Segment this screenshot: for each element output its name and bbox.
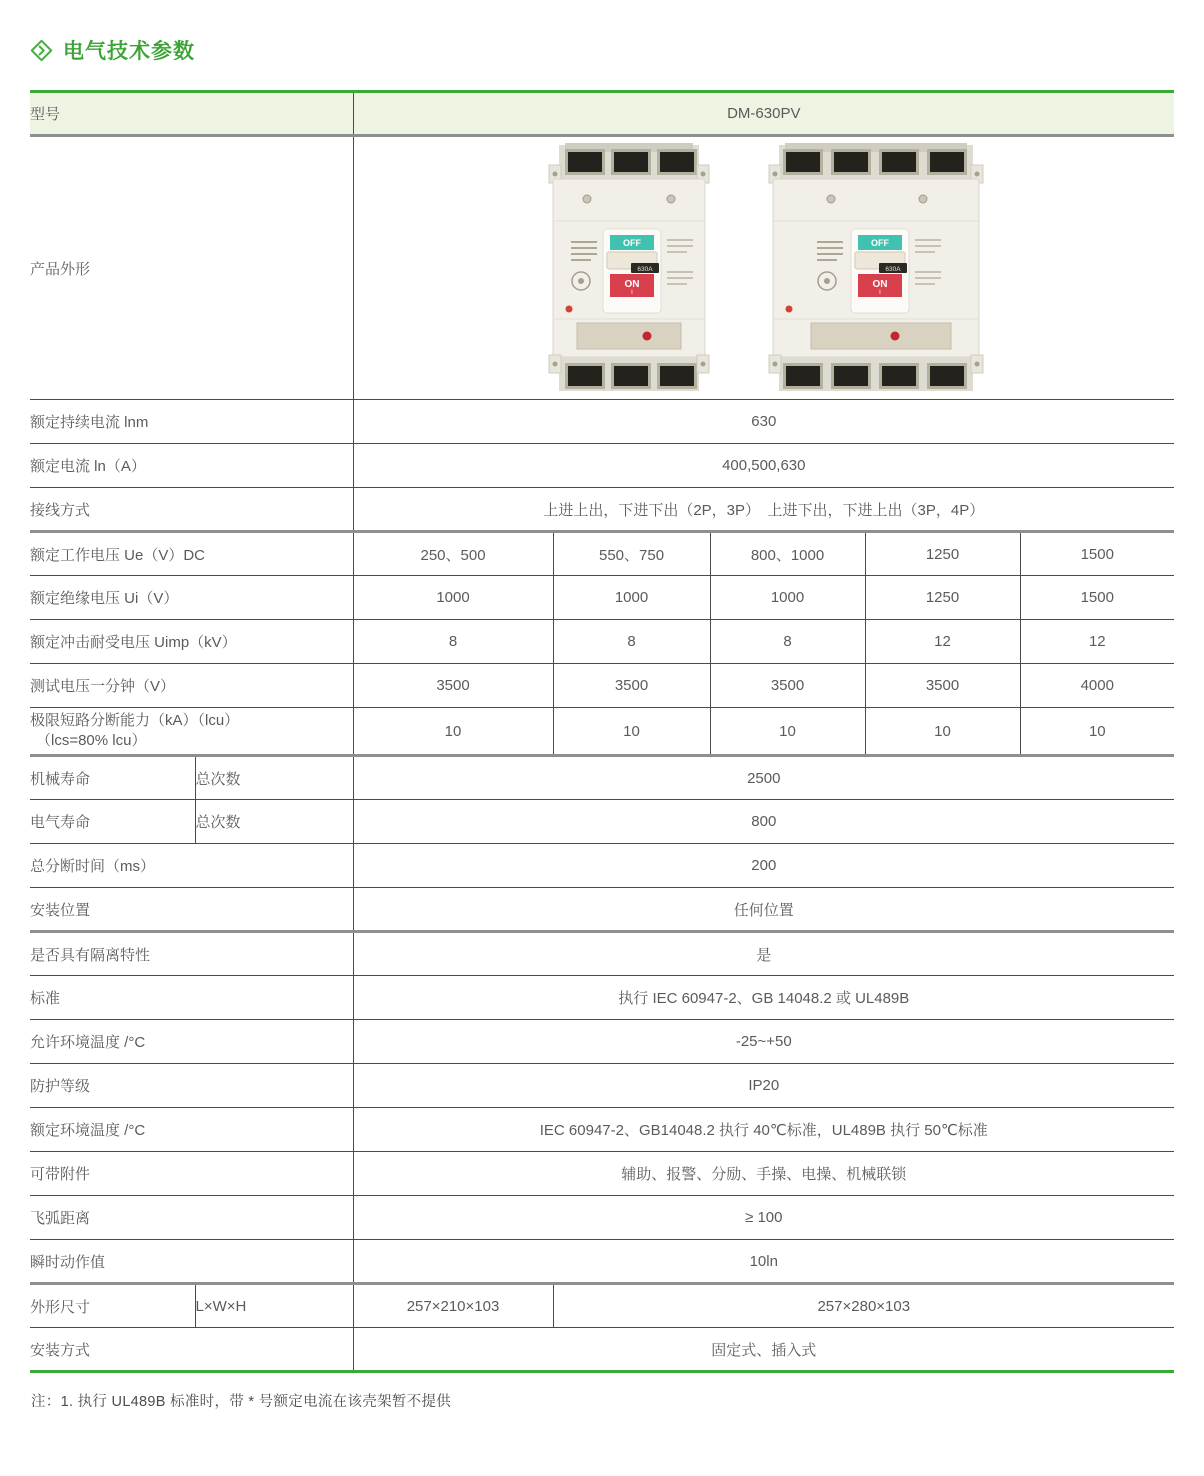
row-value: 2500 [353,756,1174,800]
row-value: 1000 [710,576,865,620]
row-label: 测试电压一分钟（V） [30,664,353,708]
row-value: 250、500 [353,532,553,576]
row-value: 固定式、插入式 [353,1328,1174,1372]
row-sublabel: 总次数 [195,800,353,844]
row-product-appearance [30,136,1174,400]
row-value: 8 [553,620,710,664]
row-value: 10 [1020,708,1174,756]
svg-text:ON: ON [872,279,888,290]
row-label: 安装方式 [30,1328,353,1372]
row-label: 是否具有隔离特性 [30,932,353,976]
row-rated-working-voltage [30,532,1174,576]
row-value: 3500 [865,664,1020,708]
svg-text:I: I [630,290,633,296]
svg-text:630A: 630A [885,266,901,273]
svg-text:630A: 630A [637,266,653,273]
row-label [30,708,353,756]
row-breaking-capacity [30,708,1174,756]
row-value: 3500 [710,664,865,708]
row-label: 额定电流 ln（A） [30,444,353,488]
row-label: 额定工作电压 Ue（V）DC [30,532,353,576]
product-images-cell [353,136,1174,400]
row-wiring-method [30,488,1174,532]
section-title-text: 电气技术参数 [63,40,195,63]
row-value: 1500 [1020,532,1174,576]
circuit-breaker-3pole-image [543,141,715,399]
product-images [354,137,1175,399]
row-rated-continuous-current [30,400,1174,444]
row-value: 任何位置 [353,888,1174,932]
row-value: 执行 IEC 60947-2、GB 14048.2 或 UL489B [353,976,1174,1020]
row-label: 电气寿命 [30,800,195,844]
row-label: 机械寿命 [30,756,195,800]
row-mechanical-life [30,756,1174,800]
row-value: 257×280×103 [553,1284,1174,1328]
row-value: 1500 [1020,576,1174,620]
spec-table [30,90,1174,1373]
svg-text:OFF: OFF [622,238,641,248]
row-label: 总分断时间（ms） [30,844,353,888]
row-value: 12 [865,620,1020,664]
row-accessories [30,1152,1174,1196]
row-isolation [30,932,1174,976]
row-arc-distance [30,1196,1174,1240]
row-sublabel: 总次数 [195,756,353,800]
diamond-chevron-right-icon [30,39,53,62]
row-rated-current [30,444,1174,488]
row-instantaneous-value [30,1240,1174,1284]
footnote: 注：1. 执行 UL489B 标准时，带 * 号额定电流在该壳架暂不提供 [31,1394,452,1410]
row-label: 额定冲击耐受电压 Uimp（kV） [30,620,353,664]
row-value: 200 [353,844,1174,888]
row-value: 10ln [353,1240,1174,1284]
row-value: 257×210×103 [353,1284,553,1328]
row-value: 是 [353,932,1174,976]
row-value: 4000 [1020,664,1174,708]
row-value: 8 [710,620,865,664]
circuit-breaker-4pole-image [767,141,985,399]
row-value: 上进上出，下进下出（2P，3P） 上进下出，下进上出（3P，4P） [353,488,1174,532]
row-label: 标准 [30,976,353,1020]
row-test-voltage [30,664,1174,708]
row-label: 产品外形 [30,136,353,400]
row-value: 3500 [353,664,553,708]
svg-text:I: I [878,290,881,296]
row-value: 辅助、报警、分励、手操、电操、机械联锁 [353,1152,1174,1196]
row-label: 允许环境温度 /°C [30,1020,353,1064]
row-label: 接线方式 [30,488,353,532]
row-label: 额定绝缘电压 Ui（V） [30,576,353,620]
row-mounting-type [30,1328,1174,1372]
row-value: 630 [353,400,1174,444]
svg-text:OFF: OFF [870,238,889,248]
row-label: 安装位置 [30,888,353,932]
row-value: 10 [865,708,1020,756]
row-label-line2: （lcs=80% lcu） [36,732,147,749]
row-value: 3500 [553,664,710,708]
row-standard [30,976,1174,1020]
row-value: 550、750 [553,532,710,576]
row-label: 可带附件 [30,1152,353,1196]
section-title [30,36,1174,64]
row-value: 12 [1020,620,1174,664]
row-rated-impulse-voltage [30,620,1174,664]
row-value: IEC 60947-2、GB14048.2 执行 40℃标准，UL489B 执行 50℃标准 [353,1108,1174,1152]
row-value: 1000 [353,576,553,620]
row-protection-degree [30,1064,1174,1108]
row-value: IP20 [353,1064,1174,1108]
row-value: 10 [553,708,710,756]
row-label: 额定持续电流 lnm [30,400,353,444]
row-label: 外形尺寸 [30,1284,195,1328]
row-mounting-position [30,888,1174,932]
row-value: 10 [710,708,865,756]
row-label: 型号 [30,92,353,136]
row-value: 800 [353,800,1174,844]
row-label: 防护等级 [30,1064,353,1108]
row-model [30,92,1174,136]
row-dimensions [30,1284,1174,1328]
row-value: ≥ 100 [353,1196,1174,1240]
row-rated-ambient-temp [30,1108,1174,1152]
row-total-breaking-time [30,844,1174,888]
row-ambient-temp-allowed [30,1020,1174,1064]
row-value: 10 [353,708,553,756]
row-rated-insulation-voltage [30,576,1174,620]
row-sublabel: L×W×H [195,1284,353,1328]
row-label: 额定环境温度 /°C [30,1108,353,1152]
row-value: -25~+50 [353,1020,1174,1064]
row-value: 1250 [865,576,1020,620]
row-value: 1250 [865,532,1020,576]
row-label: 瞬时动作值 [30,1240,353,1284]
row-electrical-life [30,800,1174,844]
row-label: 飞弧距离 [30,1196,353,1240]
model-value: DM-630PV [353,92,1174,136]
row-value: 400,500,630 [353,444,1174,488]
svg-text:ON: ON [624,279,640,290]
row-value: 1000 [553,576,710,620]
row-value: 800、1000 [710,532,865,576]
row-value: 8 [353,620,553,664]
row-label-line1: 极限短路分断能力（kA）（lcu） [30,712,240,729]
